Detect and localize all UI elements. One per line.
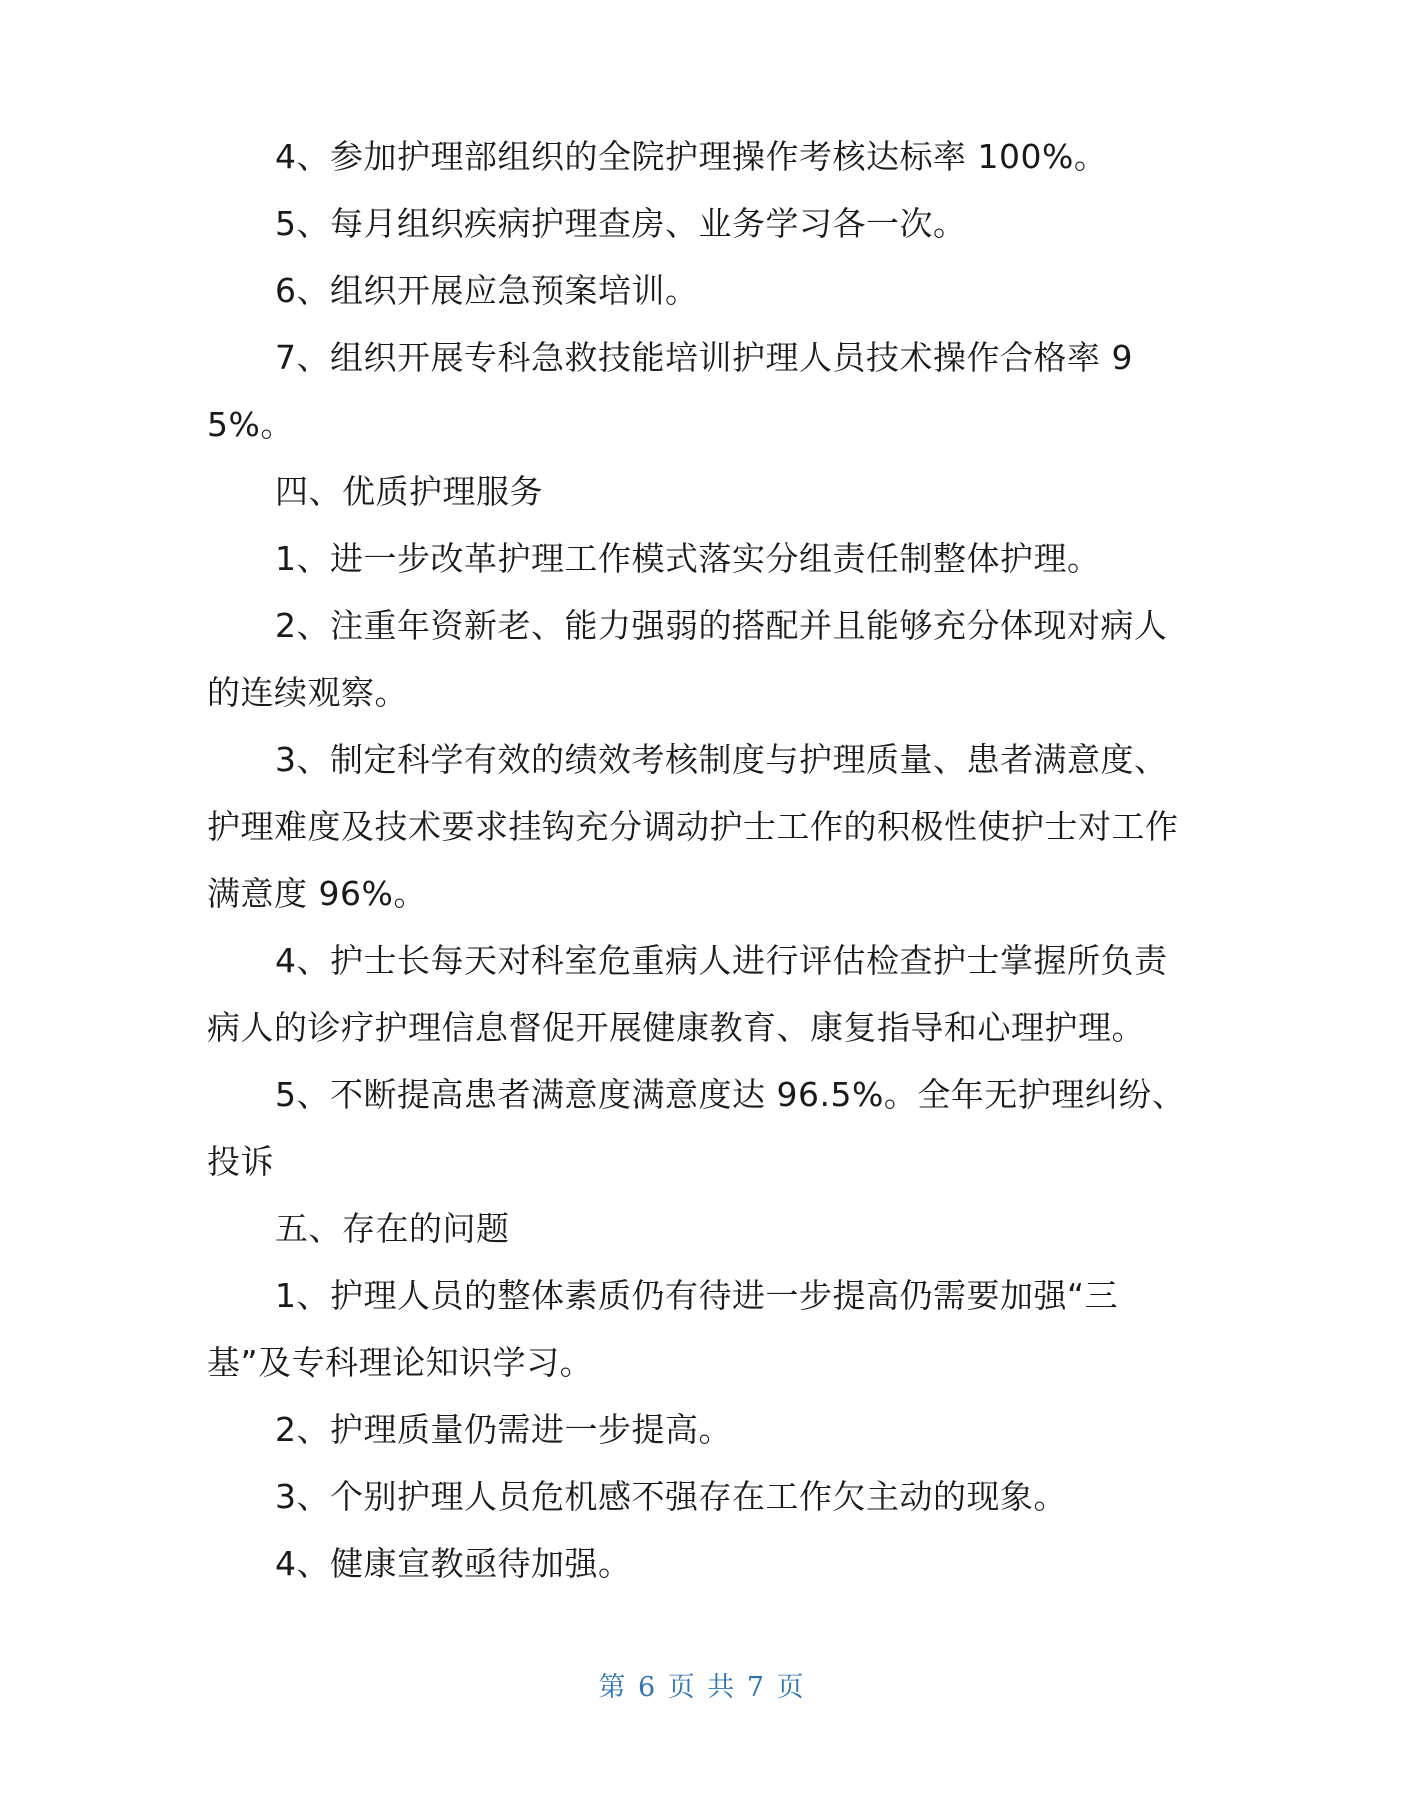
paragraph: 5、每月组织疾病护理查房、业务学习各一次。 xyxy=(275,204,967,243)
paragraph: 7、组织开展专科急救技能培训护理人员技术操作合格率 95%。 xyxy=(207,338,1133,444)
paragraph: 3、个别护理人员危机感不强存在工作欠主动的现象。 xyxy=(275,1477,1067,1516)
paragraph: 3、制定科学有效的绩效考核制度与护理质量、患者满意度、护理难度及技术要求挂钩充分调动护士工作的积极性使护士对工作满意度 96%。 xyxy=(207,740,1179,913)
paragraph: 2、护理质量仍需进一步提高。 xyxy=(275,1410,732,1449)
paragraph: 1、护理人员的整体素质仍有待进一步提高仍需要加强“三基”及专科理论知识学习。 xyxy=(207,1276,1119,1382)
section-heading: 四、优质护理服务 xyxy=(275,472,543,511)
document-body xyxy=(207,123,1197,1597)
paragraph: 6、组织开展应急预案培训。 xyxy=(275,271,699,310)
paragraph: 2、注重年资新老、能力强弱的搭配并且能够充分体现对病人的连续观察。 xyxy=(207,606,1168,712)
paragraph: 1、进一步改革护理工作模式落实分组责任制整体护理。 xyxy=(275,539,1101,578)
paragraph: 4、护士长每天对科室危重病人进行评估检查护士掌握所负责病人的诊疗护理信息督促开展健康教育、康复指导和心理护理。 xyxy=(207,941,1168,1047)
paragraph: 4、参加护理部组织的全院护理操作考核达标率 100%。 xyxy=(275,137,1108,176)
section-heading: 五、存在的问题 xyxy=(275,1209,510,1248)
paragraph: 5、不断提高患者满意度满意度达 96.5%。全年无护理纠纷、投诉 xyxy=(207,1075,1186,1181)
paragraph: 4、健康宣教亟待加强。 xyxy=(275,1544,632,1583)
page-number-footer: 第 6 页 共 7 页 xyxy=(598,1672,806,1703)
